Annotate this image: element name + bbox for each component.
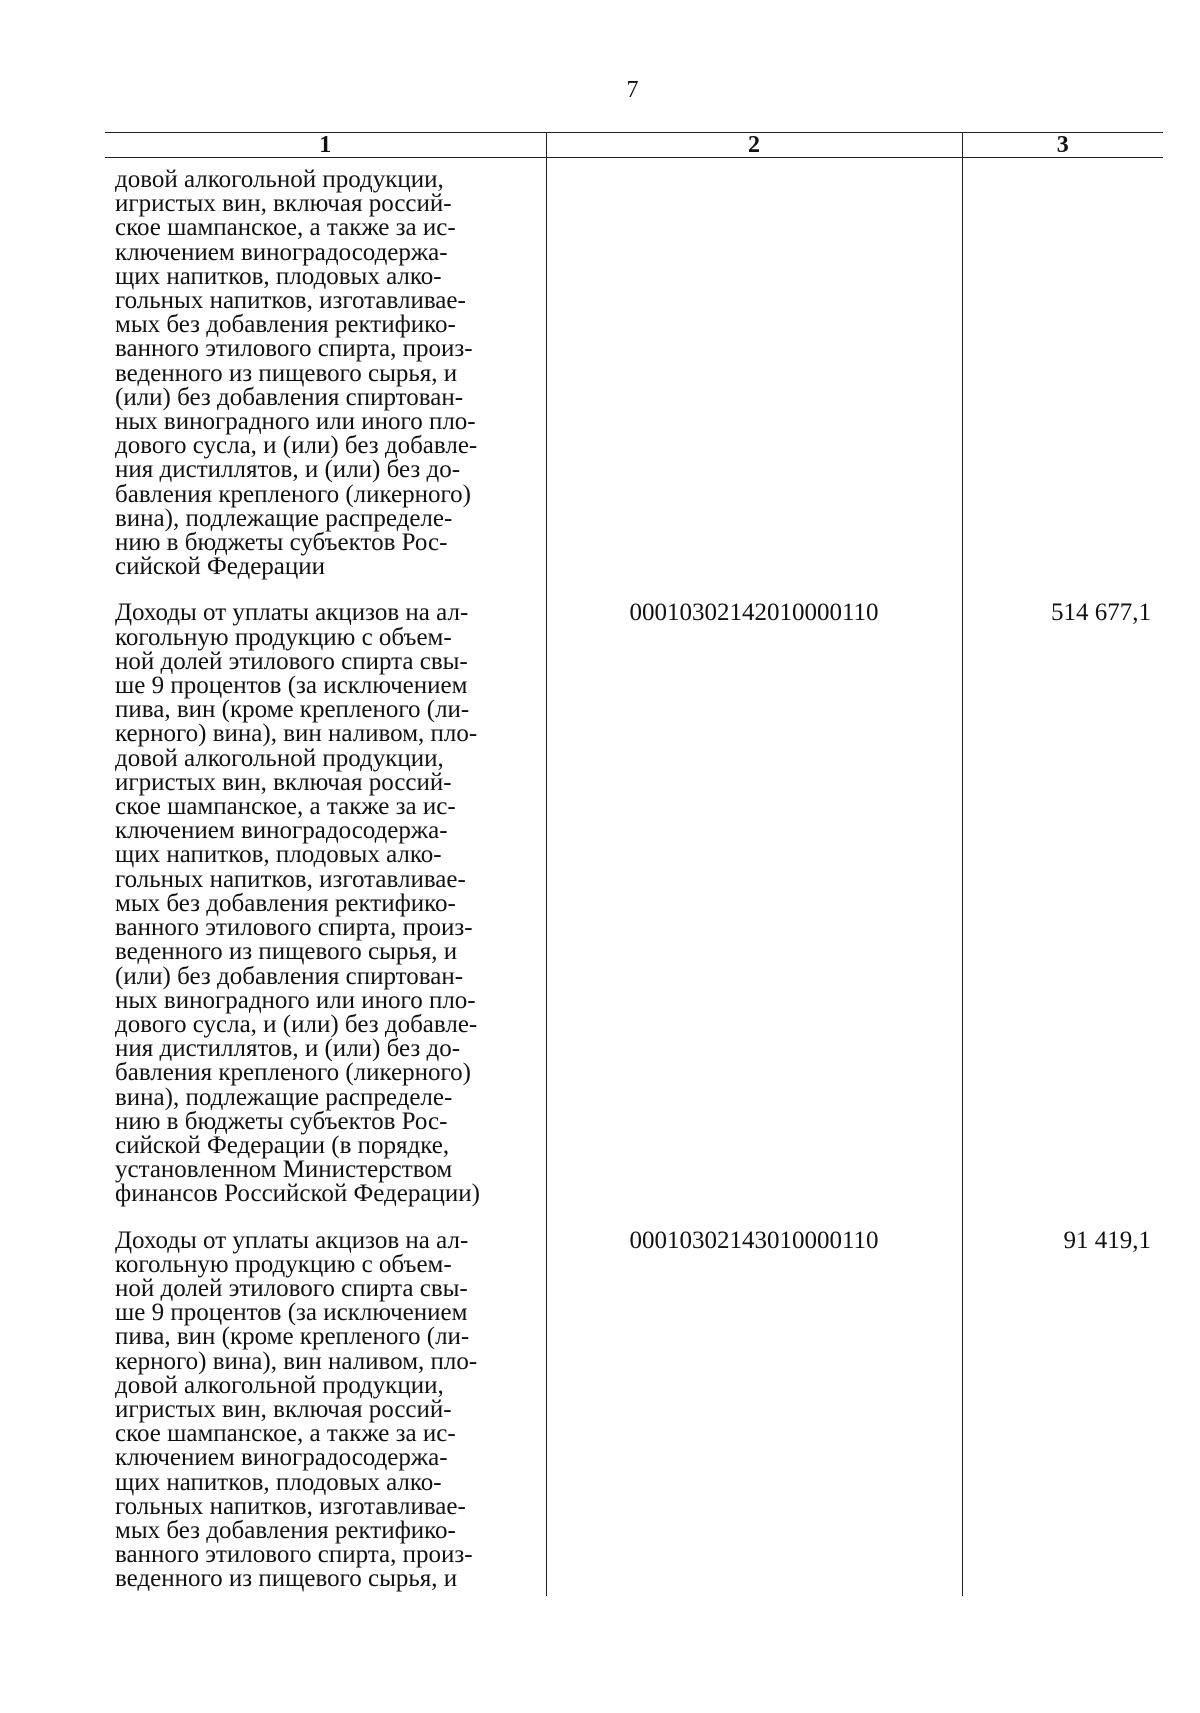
table-header bbox=[105, 133, 1163, 158]
table-row bbox=[105, 599, 1163, 1226]
row-description: довой алкогольной продукции, игристых вин, включая россий- ское шампанское, а также за ис- ключением виноградосодержа- щих напитков, плодовых алко- гольных напитков, изготавливае- мых без добавления ректифико- ванного этилового спирта, произ- веденного из пищевого сырья, и (или) без добавления спиртован- ных виноградного или иного пло- дового сусла, и (или) без добавле- ния дистиллятов, и (или) без до- бавления крепленого (ликерного) вина), подлежащие распределе- нию в бюджеты субъектов Рос- сийской Федерации bbox=[115, 166, 478, 581]
code-cell bbox=[546, 599, 962, 1226]
row-amount: 91 419,1 bbox=[1063, 1226, 1151, 1254]
row-code: 00010302143010000110 bbox=[629, 1226, 879, 1254]
description-cell bbox=[105, 1227, 546, 1596]
table-row bbox=[105, 1227, 1163, 1596]
column-header-2: 2 bbox=[546, 133, 962, 158]
column-header-3: 3 bbox=[962, 133, 1163, 158]
table-row bbox=[105, 158, 1163, 600]
amount-cell bbox=[962, 1227, 1163, 1596]
code-cell bbox=[546, 1227, 962, 1596]
row-amount bbox=[963, 158, 1164, 160]
row-description: Доходы от уплаты акцизов на ал- когольную продукцию с объем- ной долей этилового спирта свы- ше 9 процентов (за исключением пива, вин (кроме крепленого (ли- керного) вина), вин наливом, пло- довой алкогольной продукции, игристых вин, включая россий- ское шампанское, а также за ис- ключением виноградосодержа- щих напитков, плодовых алко- гольных напитков, изготавливае- мых без добавления ректифико- ванного этилового спирта, произ- веденного из пищевого сырья, и bbox=[115, 1226, 478, 1593]
table-body bbox=[105, 158, 1163, 1596]
row-code bbox=[547, 158, 962, 160]
row-amount: 514 677,1 bbox=[1051, 599, 1151, 627]
description-cell bbox=[105, 158, 546, 600]
column-header-1: 1 bbox=[105, 133, 546, 158]
row-code: 00010302142010000110 bbox=[629, 599, 879, 627]
description-cell bbox=[105, 599, 546, 1226]
amount-cell bbox=[962, 158, 1163, 600]
header-row bbox=[105, 133, 1163, 158]
code-cell bbox=[546, 158, 962, 600]
row-description: Доходы от уплаты акцизов на ал- когольную продукцию с объем- ной долей этилового спирта свы- ше 9 процентов (за исключением пива, вин (кроме крепленого (ли- керного) вина), вин наливом, пло- довой алкогольной продукции, игристых вин, включая россий- ское шампанское, а также за ис- ключением виноградосодержа- щих напитков, плодовых алко- гольных напитков, изготавливае- мых без добавления ректифико- ванного этилового спирта, произ- веденного из пищевого сырья, и (или) без добавления спиртован- ных виноградного или иного пло- дового сусла, и (или) без добавле- ния дистиллятов, и (или) без до- бавления крепленого (ликерного) вина), подлежащие распределе- нию в бюджеты субъектов Рос- сийской Федерации (в порядке, установленном Министерством финансов Российской Федерации) bbox=[115, 599, 480, 1208]
page-number: 7 bbox=[626, 77, 639, 103]
amount-cell bbox=[962, 599, 1163, 1226]
revenue-table bbox=[105, 132, 1163, 1596]
